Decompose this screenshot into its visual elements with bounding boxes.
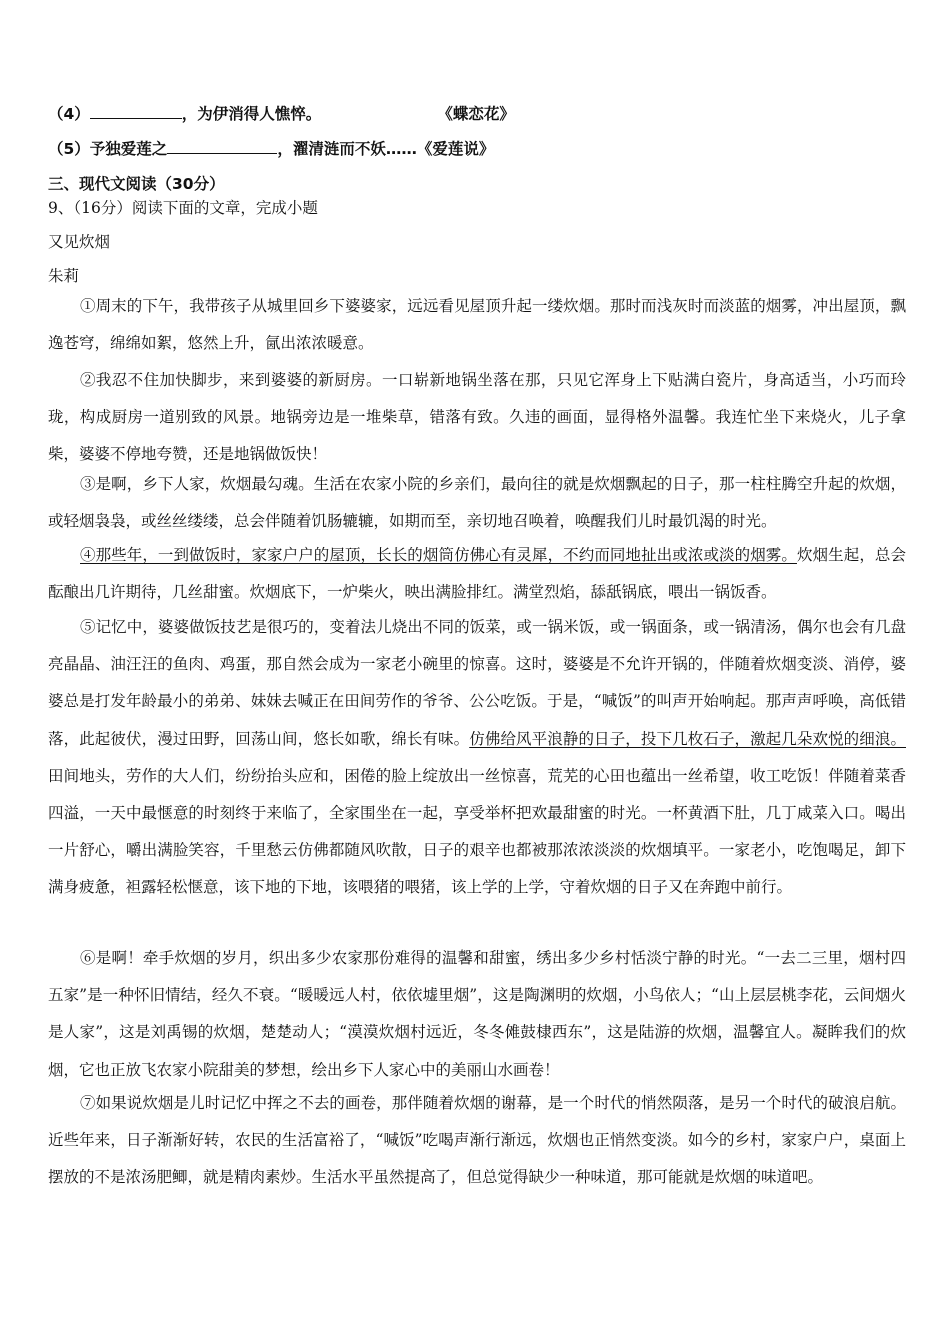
poem-4-blank[interactable] <box>90 104 182 119</box>
poem-line-5 <box>48 137 494 159</box>
paragraph-1: ①周末的下午，我带孩子从城里回乡下婆婆家，远远看见屋顶升起一缕炊烟。那时而浅灰时而淡蓝的烟雾，冲出屋顶，飘逸苍穹，绵绵如絮，悠然上升，氤出浓浓暖意。 <box>48 297 906 353</box>
question-prompt: 9、（16分）阅读下面的文章，完成小题 <box>48 199 318 217</box>
poem-5-blank[interactable] <box>167 139 277 154</box>
poem-5-text-before: 予独爱莲之 <box>89 140 168 158</box>
article-author: 朱莉 <box>48 267 80 285</box>
paragraph-2: ②我忍不住加快脚步，来到婆婆的新厨房。一口崭新地锅坐落在那，只见它浑身上下贴满白瓷片，身高适当，小巧而玲珑，构成厨房一道别致的风景。地锅旁边是一堆柴草，错落有致。久违的画面，显得格外温馨。我连忙坐下来烧火，儿子拿柴，婆婆不停地夸赞，还是地锅做饭快！ <box>48 371 906 464</box>
paragraph-4-rest: 炊烟生起，总会酝酿出几许期待，几丝甜蜜。炊烟底下，一炉柴火，映出满脸排红。满堂烈焰，舔舐锅底，喂出一锅饭香。 <box>48 546 906 602</box>
paragraph-7: ⑦如果说炊烟是儿时记忆中挥之不去的画卷，那伴随着炊烟的谢幕，是一个时代的悄然陨落，是另一个时代的破浪启航。近些年来，日子渐渐好转，农民的生活富裕了，“喊饭”吃喝声渐行渐远，炊烟也正悄然变淡。如今的乡村，家家户户，桌面上摆放的不是浓汤肥鲫，就是精肉素炒。生活水平虽然提高了，但总觉得缺少一种味道，那可能就是炊烟的味道吧。 <box>48 1094 906 1187</box>
poem-5-source: 《爱莲说》 <box>416 140 495 158</box>
paragraph-3: ③是啊，乡下人家，炊烟最勾魂。生活在农家小院的乡亲们，最向往的就是炊烟飘起的日子，那一柱柱腾空升起的炊烟，或轻烟袅袅，或丝丝缕缕，总会伴随着饥肠辘辘，如期而至，亲切地召唤着，唤醒我们儿时最饥渴的时光。 <box>48 475 906 531</box>
paragraph-4 <box>48 537 906 611</box>
section-heading: 三、现代文阅读（30分） <box>48 175 225 193</box>
paragraph-5-part-a: ⑤记忆中，婆婆做饭技艺是很巧的，变着法儿烧出不同的饭菜，或一锅米饭，或一锅面条，或一锅清汤，偶尔也会有几盘亮晶晶、油汪汪的鱼肉、鸡蛋，那自然会成为一家老小碗里的惊喜。这时，婆婆是不允许开锅的，伴随着炊烟变淡、消停，婆婆总是打发年龄最小的弟弟、妹妹去喊正在田间劳作的爷爷、公公吃饭。于是，“喊饭”的叫声开始响起。那声声呼唤，高低错落，此起彼伏，漫过田野，回荡山间，悠长如歌，绵长有味。 <box>48 618 906 748</box>
poem-line-4 <box>48 102 515 124</box>
paragraph-5 <box>48 609 906 907</box>
paragraph-5-underlined: 仿佛给风平浪静的日子，投下几枚石子，激起几朵欢悦的细浪。 <box>469 729 906 748</box>
poem-5-text-after: ，濯清涟而不妖…… <box>277 140 417 158</box>
article-title: 又见炊烟 <box>48 233 111 251</box>
poem-5-number: （5） <box>48 140 90 158</box>
poem-4-source: 《蝶恋花》 <box>437 105 515 123</box>
paragraph-4-underlined: ④那些年，一到做饭时，家家户户的屋顶，长长的烟筒仿佛心有灵犀，不约而同地扯出或浓或淡的烟雾。 <box>80 546 797 564</box>
paragraph-6: ⑥是啊！牵手炊烟的岁月，织出多少农家那份难得的温馨和甜蜜，绣出多少乡村恬淡宁静的时光。“一去二三里，烟村四五家”是一种怀旧情结，经久不衰。“暖暖远人村，依依墟里烟”，这是陶渊明的炊烟，小鸟依人；“山上层层桃李花，云间烟火是人家”，这是刘禹锡的炊烟，楚楚动人；“漠漠炊烟村远近，冬冬傩鼓棣西东”，这是陆游的炊烟，温馨宜人。凝眸我们的炊烟，它也正放飞农家小院甜美的梦想，绘出乡下人家心中的美丽山水画卷！ <box>48 949 906 1079</box>
paragraph-5-part-b: 田间地头，劳作的大人们，纷纷抬头应和，困倦的脸上绽放出一丝惊喜，荒芜的心田也蕴出一丝希望，收工吃饭！伴随着菜香四溢，一天中最惬意的时刻终于来临了，全家围坐在一起，享受举杯把欢最甜蜜的时光。一杯黄酒下肚，几丁咸菜入口。喝出一片舒心，嚼出满脸笑容，千里愁云仿佛都随风吹散，日子的艰辛也都被那浓浓淡淡的炊烟填平。一家老小，吃饱喝足，卸下满身疲惫，袒露轻松惬意，该下地的下地，该喂猪的喂猪，该上学的上学，守着炊烟的日子又在奔跑中前行。 <box>48 766 906 897</box>
poem-4-number: （4） <box>48 105 90 123</box>
poem-4-text: ，为伊消得人憔悴。 <box>181 105 322 123</box>
